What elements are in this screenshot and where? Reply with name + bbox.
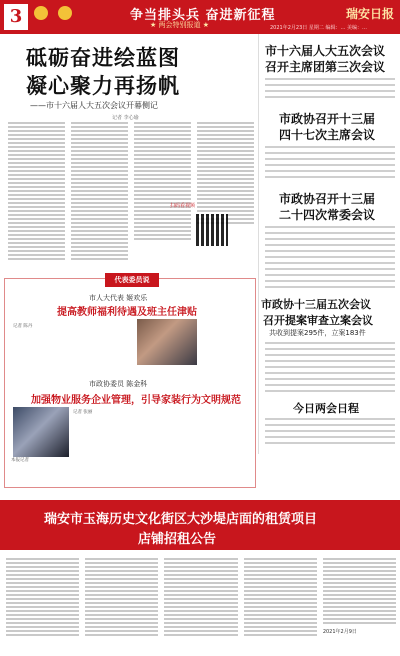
qr-caption: 扫码看视频 xyxy=(170,203,196,209)
qr-code-icon[interactable] xyxy=(196,214,228,246)
notice-subtitle: 店铺招租公告 xyxy=(138,532,217,547)
masthead xyxy=(0,0,400,34)
headline-cppcc-2b: 二十四次常委会议 xyxy=(279,208,376,222)
rep-byline-2: 记者 张丽 xyxy=(73,410,93,415)
emblem-icon xyxy=(58,6,72,20)
headline-congress-2: 召开主席团第三次会议 xyxy=(265,60,386,74)
notice-body xyxy=(6,558,396,650)
headline-cppcc-1b: 四十七次主席会议 xyxy=(279,128,376,142)
portrait-photo xyxy=(13,407,69,457)
rental-notice xyxy=(0,500,400,656)
headline-proposals: 市政协十三届五次会议 xyxy=(261,298,371,311)
lead-byline: 记者 李心瑜 xyxy=(112,115,139,121)
notice-banner xyxy=(0,500,400,550)
text-column xyxy=(85,558,158,650)
date-line: 2021年2月23日 星期二 编辑：… 美编：… xyxy=(270,25,368,31)
lead-title-line-1: 砥砺奋进绘蓝图 xyxy=(26,45,180,70)
headline-congress: 市十六届人大五次会议 xyxy=(265,44,386,58)
headline-cppcc-2: 市政协召开十三届 xyxy=(279,192,376,206)
text-column xyxy=(244,558,317,650)
paper-name: 瑞安日报 xyxy=(345,7,394,21)
portrait-photo xyxy=(137,319,197,365)
rep-headline-1: 提高教师福利待遇及班主任津贴 xyxy=(57,307,197,318)
emblem-icon xyxy=(34,6,48,20)
rep-name-2: 市政协委员 陈金科 xyxy=(89,380,148,388)
representatives-box xyxy=(4,278,256,488)
lead-title-line-2: 凝心聚力再扬帆 xyxy=(26,73,180,98)
today-schedule: 今日两会日程 xyxy=(293,402,359,415)
headline-cppcc-1: 市政协召开十三届 xyxy=(279,112,376,126)
text-column xyxy=(323,558,396,650)
text-column xyxy=(197,122,254,270)
lead-subtitle: ——市十六届人大五次会议开幕侧记 xyxy=(30,101,158,110)
lead-body xyxy=(8,122,254,270)
notice-title: 瑞安市玉海历史文化街区大沙堤店面的租赁项目 xyxy=(44,512,318,527)
rep-headline-2: 加强物业服务企业管理，引导家装行为文明规范 xyxy=(31,395,241,406)
section-tag: 代表委员说 xyxy=(105,273,159,287)
notice-date: 2021年2月9日 xyxy=(322,629,357,635)
right-column xyxy=(258,34,400,454)
lead-article xyxy=(0,34,256,274)
rep-name-1: 市人大代表 姬欢乐 xyxy=(89,294,148,302)
text-column xyxy=(6,558,79,650)
text-column xyxy=(8,122,65,270)
special-report-tag: ★ 两会特别报道 ★ xyxy=(150,21,210,29)
text-column xyxy=(164,558,237,650)
rep-byline-3: 本报记者 xyxy=(11,458,29,463)
text-column xyxy=(134,122,191,270)
text-column xyxy=(71,122,128,270)
rep-byline-1: 记者 陈丹 xyxy=(13,324,33,329)
proposal-count: 共收到提案295件，立案183件 xyxy=(269,329,366,337)
headline-proposals-2: 召开提案审查立案会议 xyxy=(263,314,373,327)
page-number: 3 xyxy=(4,4,28,30)
slogan: 争当排头兵 奋进新征程 xyxy=(130,8,276,23)
